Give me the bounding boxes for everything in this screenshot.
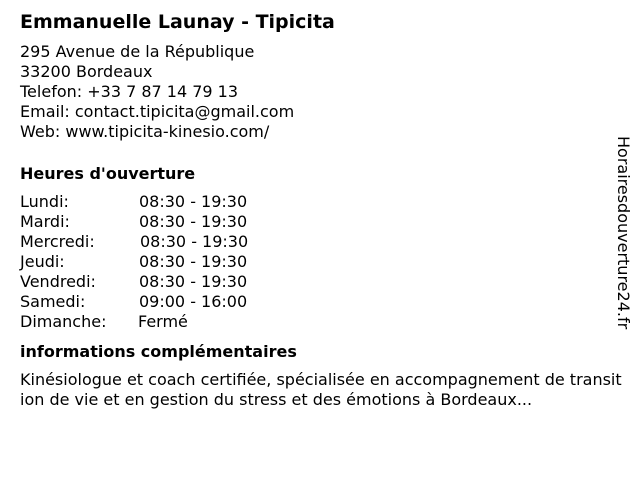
time-value: 08:30 - 19:30 bbox=[139, 212, 248, 231]
address-line: 295 Avenue de la République bbox=[20, 42, 255, 61]
business-title: Emmanuelle Launay - Tipicita bbox=[20, 11, 335, 33]
info-description: Kinésiologue et coach certifiée, spécialisée en accompagnement de transition de vie et en gestion du stress et des émotions à Bordeaux... bbox=[20, 370, 622, 409]
contact-block bbox=[20, 42, 620, 142]
hours-row-friday bbox=[20, 272, 620, 292]
time-value: 08:30 - 19:30 bbox=[139, 252, 248, 271]
hours-row-saturday bbox=[20, 292, 620, 312]
phone-line[interactable]: Telefon: +33 7 87 14 79 13 bbox=[20, 82, 239, 101]
time-value: 08:30 - 19:30 bbox=[140, 232, 249, 251]
hours-row-sunday bbox=[20, 312, 620, 332]
time-value: Fermé bbox=[138, 312, 188, 331]
hours-row-tuesday bbox=[20, 212, 620, 232]
email-line[interactable]: Email: contact.tipicita@gmail.com bbox=[20, 102, 295, 121]
hours-row-monday bbox=[20, 192, 620, 212]
day-label: Mercredi: bbox=[20, 232, 95, 251]
time-value: 08:30 - 19:30 bbox=[139, 272, 248, 291]
hours-table bbox=[20, 192, 620, 332]
day-label: Lundi: bbox=[20, 192, 69, 211]
business-card bbox=[20, 10, 620, 410]
day-label: Vendredi: bbox=[20, 272, 96, 291]
time-value: 08:30 - 19:30 bbox=[139, 192, 248, 211]
city-line: 33200 Bordeaux bbox=[20, 62, 153, 81]
web-line[interactable]: Web: www.tipicita-kinesio.com/ bbox=[20, 122, 270, 141]
info-heading: informations complémentaires bbox=[20, 342, 297, 361]
day-label: Mardi: bbox=[20, 212, 70, 231]
hours-row-wednesday bbox=[20, 232, 620, 252]
time-value: 09:00 - 16:00 bbox=[139, 292, 248, 311]
hours-row-thursday bbox=[20, 252, 620, 272]
site-watermark bbox=[613, 136, 635, 346]
day-label: Dimanche: bbox=[20, 312, 107, 331]
watermark-text: Horairesdouverture24.fr bbox=[614, 136, 633, 330]
day-label: Jeudi: bbox=[20, 252, 65, 271]
day-label: Samedi: bbox=[20, 292, 86, 311]
hours-heading: Heures d'ouverture bbox=[20, 164, 196, 183]
